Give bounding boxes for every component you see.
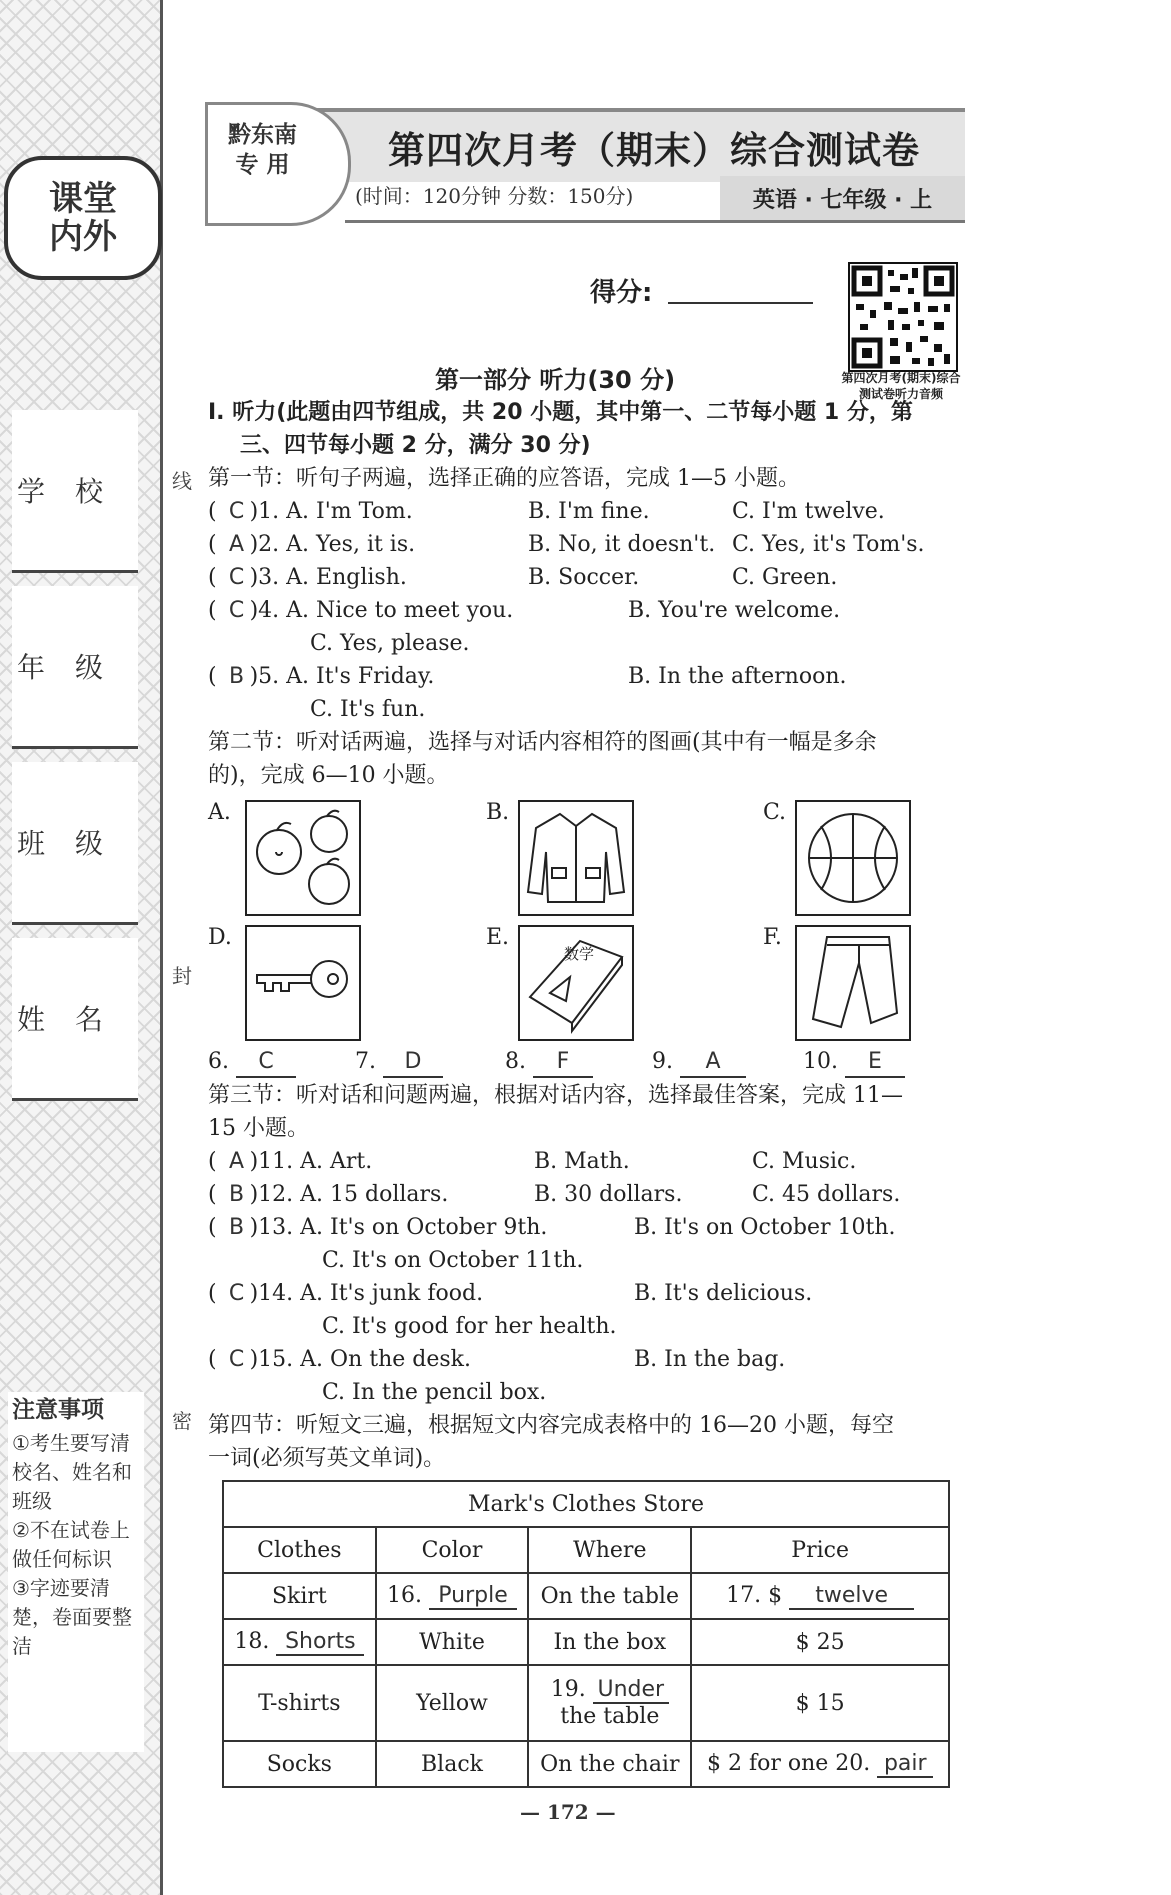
answer-blank[interactable]: twelve [789, 1583, 914, 1610]
time-score-info: (时间：120分钟 分数：150分) [355, 184, 634, 208]
s2-heading: 第二节：听对话两遍，选择与对话内容相符的图画(其中有一幅是多余 [208, 730, 877, 755]
clothes-store-table [222, 1480, 950, 1788]
page-number: — 172 — [520, 1800, 616, 1824]
cell: Yellow [376, 1665, 529, 1741]
answer-7 [355, 1048, 443, 1078]
option-a: A. Nice to meet you. [286, 598, 514, 623]
option-b: B. In the afternoon. [628, 664, 847, 689]
sidebar-divider [160, 0, 163, 1895]
field-school[interactable] [12, 410, 138, 573]
answer-mark: B [229, 1215, 245, 1240]
field-label: 学校 [16, 475, 133, 508]
q-num: )4. [249, 598, 280, 623]
answer-mark: B [229, 664, 245, 689]
option-b: B. Math. [534, 1149, 630, 1174]
option-c: C. Music. [752, 1149, 857, 1174]
oranges-icon [245, 800, 361, 916]
badge-line-2: 专 用 [235, 152, 290, 178]
math-book-icon [518, 925, 634, 1041]
blank-num: 17. $ [726, 1582, 783, 1608]
answer-blank[interactable]: F [533, 1048, 593, 1078]
table-row [223, 1665, 949, 1741]
answer-mark: B [229, 1182, 245, 1207]
question-row: ( C )3. A. English. [208, 565, 407, 590]
option-b: B. 30 dollars. [534, 1182, 683, 1207]
cell [691, 1573, 949, 1619]
question-row: ( C )15. A. On the desk. [208, 1347, 471, 1372]
page-title: 第四次月考（期末）综合测试卷 [388, 129, 920, 172]
cell: $ 25 [691, 1619, 949, 1665]
table-row [223, 1573, 949, 1619]
option-a: A. 15 dollars. [300, 1182, 449, 1207]
answer-blank[interactable]: pair [877, 1751, 933, 1778]
cell: On the chair [528, 1741, 691, 1787]
brand-logo [4, 156, 162, 280]
answer-num: 9. [652, 1049, 673, 1074]
answer-6 [208, 1048, 296, 1078]
s2-heading-cont: 的)，完成 6—10 小题。 [208, 763, 449, 788]
cell-text: $ 2 for one 20. [706, 1750, 871, 1776]
s4-heading-cont: 一词(必须写英文单词)。 [208, 1446, 446, 1471]
answer-mark: A [229, 532, 245, 557]
option-b: B. In the bag. [634, 1347, 786, 1372]
option-c: C. It's good for her health. [322, 1314, 617, 1339]
jacket-icon [518, 800, 634, 916]
cell: Skirt [223, 1573, 376, 1619]
question-row: ( A )2. A. Yes, it is. [208, 532, 416, 557]
picture-label: C. [763, 800, 787, 825]
shorts-icon [795, 925, 911, 1041]
answer-num: 10. [803, 1049, 838, 1074]
part-title: 第一部分 听力(30 分) [435, 366, 676, 394]
field-label: 班级 [16, 827, 133, 860]
qr-caption: 第四次月考(期末)综合测试卷听力音频 [841, 371, 961, 401]
q-num: )2. [249, 532, 280, 557]
s4-heading: 第四节：听短文三遍，根据短文内容完成表格中的 16—20 小题，每空 [208, 1413, 894, 1438]
cell: $ 15 [691, 1665, 949, 1741]
field-label: 姓名 [16, 1003, 133, 1036]
answer-blank[interactable]: C [236, 1048, 296, 1078]
table-header-row [223, 1527, 949, 1573]
option-a: A. English. [286, 565, 407, 590]
notes-title: 注意事项 [12, 1397, 104, 1423]
answer-blank[interactable]: Purple [429, 1583, 517, 1610]
option-b: B. I'm fine. [528, 499, 650, 524]
answer-10 [803, 1048, 905, 1078]
answer-mark: A [229, 1149, 245, 1174]
option-b: B. You're welcome. [628, 598, 841, 623]
option-a: A. It's on October 9th. [300, 1215, 548, 1240]
answer-mark: C [228, 565, 245, 590]
notes-box [8, 1392, 144, 1752]
answer-mark: C [228, 1281, 245, 1306]
logo-line-2: 内外 [49, 217, 117, 257]
note-item: ②不在试卷上做任何标识 [12, 1518, 130, 1571]
answer-num: 6. [208, 1049, 229, 1074]
option-c: C. In the pencil box. [322, 1380, 547, 1405]
q-num: )5. [249, 664, 280, 689]
cell [528, 1665, 691, 1741]
question-row: ( B )13. A. It's on October 9th. [208, 1215, 548, 1240]
section-intro-cont: 三、四节每小题 2 分，满分 30 分) [240, 433, 591, 458]
option-c: C. Yes, it's Tom's. [732, 532, 925, 557]
question-row: ( C )1. A. I'm Tom. [208, 499, 413, 524]
qr-code-icon[interactable] [848, 262, 958, 372]
picture-label: B. [486, 800, 510, 825]
answer-9 [652, 1048, 746, 1078]
q-num: )14. [249, 1281, 294, 1306]
answer-mark: C [228, 499, 245, 524]
option-c: C. I'm twelve. [732, 499, 885, 524]
cell: T-shirts [223, 1665, 376, 1741]
col-header: Where [528, 1527, 691, 1573]
s3-heading: 第三节：听对话和问题两遍，根据对话内容，选择最佳答案，完成 11— [208, 1083, 903, 1108]
col-header: Price [691, 1527, 949, 1573]
option-a: A. Art. [300, 1149, 373, 1174]
note-item: ①考生要写清校名、姓名和班级 [12, 1431, 132, 1513]
margin-mark: 密 [172, 1409, 192, 1433]
picture-label: F. [763, 925, 782, 950]
region-badge [228, 120, 297, 180]
key-icon [245, 925, 361, 1041]
question-row: ( B )5. A. It's Friday. [208, 664, 435, 689]
cell [376, 1573, 529, 1619]
note-item: ③字迹要清楚，卷面要整洁 [12, 1576, 132, 1658]
cell-text: the table [560, 1704, 660, 1729]
answer-blank[interactable]: E [845, 1048, 905, 1078]
blank-num: 18. [234, 1628, 270, 1654]
question-row: ( C )4. A. Nice to meet you. [208, 598, 514, 623]
logo-line-1: 课堂 [49, 179, 117, 219]
q-num: )12. [249, 1182, 294, 1207]
option-b: B. It's on October 10th. [634, 1215, 896, 1240]
answer-8 [505, 1048, 593, 1078]
subject-label: 英语 · 七年级 · 上 [720, 176, 965, 220]
cell: On the table [528, 1573, 691, 1619]
picture-label: D. [208, 925, 232, 950]
option-c: C. It's fun. [310, 697, 426, 722]
option-a: A. It's Friday. [286, 664, 435, 689]
cell: In the box [528, 1619, 691, 1665]
option-b: B. No, it doesn't. [528, 532, 716, 557]
cell: Black [376, 1741, 529, 1787]
option-c: C. 45 dollars. [752, 1182, 901, 1207]
cell [223, 1619, 376, 1665]
s3-heading-cont: 15 小题。 [208, 1116, 309, 1141]
option-a: A. On the desk. [300, 1347, 471, 1372]
picture-label: E. [486, 925, 510, 950]
option-b: B. It's delicious. [634, 1281, 813, 1306]
field-name[interactable] [12, 938, 138, 1101]
answer-blank[interactable]: A [680, 1048, 746, 1078]
table-row [223, 1741, 949, 1787]
option-c: C. It's on October 11th. [322, 1248, 584, 1273]
score-field[interactable] [668, 302, 813, 304]
cell: Socks [223, 1741, 376, 1787]
question-row: ( B )12. A. 15 dollars. [208, 1182, 449, 1207]
q-num: )1. [249, 499, 280, 524]
answer-mark: C [228, 1347, 245, 1372]
picture-label: A. [208, 800, 231, 825]
margin-mark: 线 [172, 469, 192, 493]
table-row [223, 1619, 949, 1665]
option-a: A. I'm Tom. [286, 499, 413, 524]
col-header: Clothes [223, 1527, 376, 1573]
answer-blank[interactable]: Under [593, 1677, 669, 1704]
q-num: )15. [249, 1347, 294, 1372]
q-num: )11. [249, 1149, 294, 1174]
basketball-icon [795, 800, 911, 916]
q-num: )13. [249, 1215, 294, 1240]
s1-heading: 第一节：听句子两遍，选择正确的应答语，完成 1—5 小题。 [208, 466, 800, 491]
field-class[interactable] [12, 762, 138, 925]
table-title: Mark's Clothes Store [223, 1481, 949, 1527]
section-intro: Ⅰ. 听力(此题由四节组成，共 20 小题，其中第一、二节每小题 1 分，第 [208, 400, 913, 425]
answer-num: 7. [355, 1049, 376, 1074]
question-row: ( C )14. A. It's junk food. [208, 1281, 484, 1306]
answer-mark: C [228, 598, 245, 623]
option-c: C. Green. [732, 565, 838, 590]
answer-blank[interactable]: D [383, 1048, 443, 1078]
badge-line-1: 黔东南 [228, 122, 297, 148]
score-label: 得分: [590, 278, 653, 308]
margin-mark: 封 [172, 964, 192, 988]
answer-num: 8. [505, 1049, 526, 1074]
blank-num: 19. [550, 1677, 586, 1702]
option-c: C. Yes, please. [310, 631, 470, 656]
cell [691, 1741, 949, 1787]
field-grade[interactable] [12, 586, 138, 749]
blank-num: 16. [387, 1582, 422, 1608]
option-b: B. Soccer. [528, 565, 640, 590]
option-a: A. Yes, it is. [286, 532, 416, 557]
option-a: A. It's junk food. [300, 1281, 484, 1306]
field-label: 年级 [16, 651, 133, 684]
book-title: 数学 [564, 945, 595, 963]
q-num: )3. [249, 565, 280, 590]
col-header: Color [376, 1527, 529, 1573]
question-row: ( A )11. A. Art. [208, 1149, 373, 1174]
cell: White [376, 1619, 529, 1665]
answer-blank[interactable]: Shorts [276, 1629, 364, 1656]
